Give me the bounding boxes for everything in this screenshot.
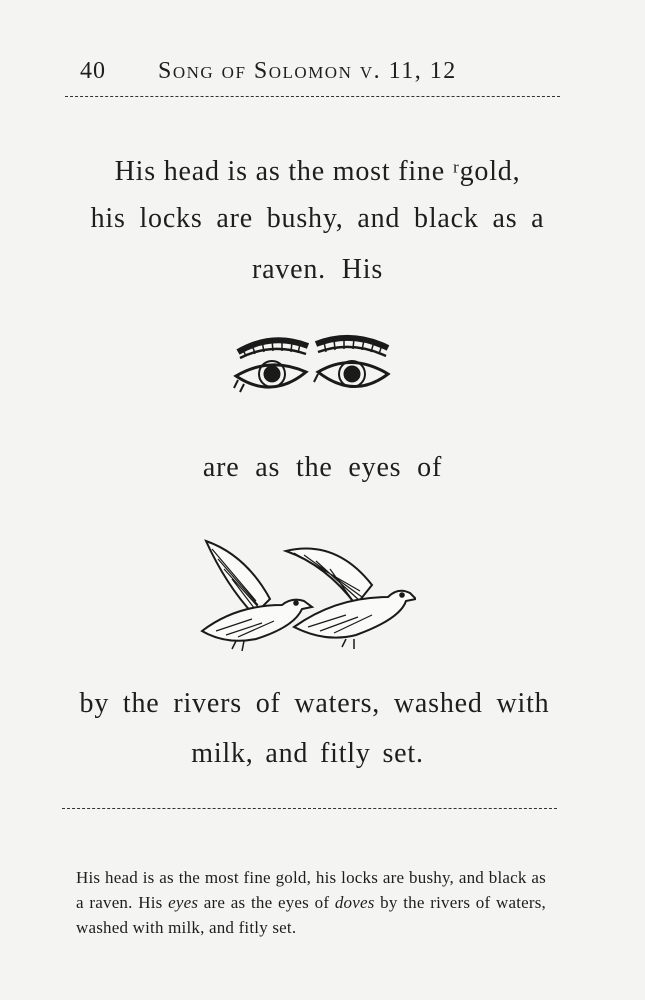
header-rule xyxy=(65,96,560,97)
running-title: Song of Solomon v. 11, 12 xyxy=(158,58,457,84)
caption-doves-word: doves xyxy=(334,893,375,912)
caption-rule xyxy=(62,808,557,809)
caption-part-3: by the rivers of waters, washed with milk, and fitly set. xyxy=(76,893,546,937)
caption-text xyxy=(76,865,546,940)
page-number: 40 xyxy=(80,58,106,84)
caption-part-2: are as the eyes of xyxy=(198,893,335,912)
verse-line-3: raven. His xyxy=(251,254,384,285)
verse-line-6: milk, and fitly set. xyxy=(191,738,424,769)
caption-part-1: His head is as the most fine gold, his locks are bushy, and black as a raven. His xyxy=(76,868,546,912)
doves-woodcut-icon xyxy=(196,535,416,655)
verse-line-1: His head is as the most fine ʳgold, xyxy=(114,156,521,187)
verse-line-2: his locks are bushy, and black as a xyxy=(90,203,545,234)
verse-line-5: by the rivers of waters, washed with xyxy=(79,688,550,719)
verse-line-4: are as the eyes of xyxy=(202,452,443,483)
eyes-woodcut-icon xyxy=(232,330,392,405)
caption-eyes-word: eyes xyxy=(168,893,199,912)
